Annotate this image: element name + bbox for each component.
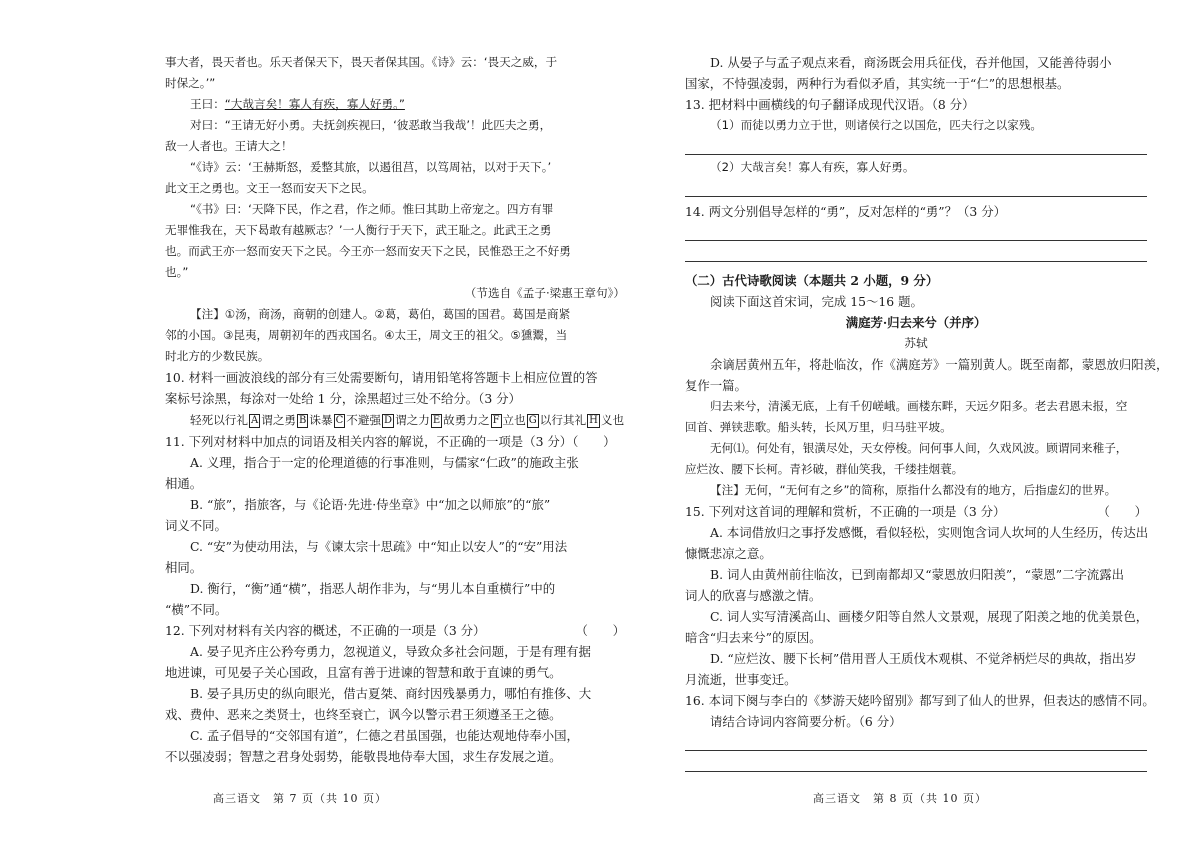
q10-text-segment: 以行其礼 [539, 413, 587, 427]
text-line: 10. 材料一画波浪线的部分有三处需要断句，请用铅笔将答题卡上相应位置的答 [165, 370, 598, 385]
text-line: 月流逝，世事变迁。 [685, 672, 797, 687]
break-option-box[interactable]: F [492, 415, 500, 426]
text-line [165, 94, 625, 115]
right-column [685, 52, 1169, 774]
text-line: （节选自《孟子·梁惠王章句》） [464, 286, 625, 300]
q15-stem-text: 15. 下列对这首词的理解和赏析，不正确的一项是（3 分） [685, 504, 1006, 519]
text-line: D. “应烂汝、腰下长柯”借用晋人王质伐木观棋、不觉斧柄烂尽的典故，指出岁 [710, 651, 1137, 666]
text-line: A. 晏子见齐庄公矜夸勇力，忽视道义，导致众多社会问题，于是有理有据 [190, 644, 591, 659]
q14-stem: 14. 两文分别倡导怎样的“勇”，反对怎样的“勇”？（3 分） [685, 204, 1007, 219]
answer-line[interactable] [685, 732, 1147, 751]
text-line: 案标号涂黑，每涂对一处给 1 分，涂黑超过三处不给分。（3 分） [165, 391, 521, 406]
q10-text-segment: 故勇力之 [443, 413, 490, 427]
q10-text-segment: 轻死以行礼 [190, 413, 248, 427]
q12-stem [165, 620, 625, 641]
text-line: 相通。 [165, 476, 203, 491]
text-line: 慷慨悲凉之意。 [685, 546, 772, 561]
text-line: 地进谏，可见晏子关心国政，且富有善于进谏的智慧和敢于直谏的勇气。 [165, 665, 562, 680]
left-column [165, 52, 625, 767]
text-line: A. 义理，指合于一定的伦理道德的行事准则，与儒家“仁政”的施政主张 [190, 455, 579, 470]
q10-text-segment: 诛暴 [309, 413, 333, 427]
break-option-box[interactable]: H [589, 415, 598, 426]
text-line: A. 本词借放归之事抒发感慨，看似轻松，实则饱含词人坎坷的人生经历，传达出 [710, 525, 1149, 540]
q10-text-segment: 义也 [600, 413, 625, 427]
text-line: B. 词人由黄州前往临汝，已到南都却又“蒙恩放归阳羡”，“蒙恩”二字流露出 [710, 567, 1125, 582]
text-line: 暗含“归去来兮”的原因。 [685, 630, 822, 645]
text-line: 词人的欣喜与感激之情。 [685, 588, 822, 603]
q13-part2: （2）大哉言矣！寡人有疾，寡人好勇。 [710, 160, 915, 174]
section2-intro: 阅读下面这首宋词，完成 15～16 题。 [710, 294, 923, 309]
text-line: 13. 把材料中画横线的句子翻译成现代汉语。（8 分） [685, 97, 975, 112]
poem-title: 满庭芳·归去来兮（并序） [845, 315, 987, 330]
q15-stem [685, 501, 1147, 522]
q10-sentence-options [165, 409, 625, 431]
answer-line[interactable] [685, 178, 1147, 197]
break-option-box[interactable]: B [299, 415, 307, 426]
text-line: 余谪居黄州五年，将赴临汝，作《满庭芳》一篇别黄人。既至南都，蒙恩放归阳羡， [710, 357, 1169, 372]
text-line: 不以强凌弱；智慧之君身处弱势，能敬畏地侍奉大国，求生存发展之道。 [165, 749, 562, 764]
text-line: B. “旅”，指旅客，与《论语·先进·侍坐章》中“加之以师旅”的“旅” [190, 497, 551, 512]
q10-text-segment: 谓之勇 [261, 413, 297, 427]
text-line: 归去来兮，清溪无底，上有千仞嵯峨。画楼东畔，天远夕阳多。老去君恩未报，空 [710, 399, 1128, 413]
answer-line[interactable] [685, 753, 1147, 772]
text-line: “《书》曰：‘天降下民，作之君，作之师。惟曰其助上帝宠之。四方有罪 [190, 202, 554, 216]
text-line: 应烂汝、腰下长柯。青衫破，群仙笑我，千缕挂烟蓑。 [685, 462, 964, 476]
exam-page-8 [600, 0, 1200, 848]
text-line: 时北方的少数民族。 [165, 349, 270, 363]
footer-page-8: 高三语文 第 8 页（共 10 页） [813, 792, 987, 805]
text-line: 也。” [165, 265, 189, 279]
text-line: （1）而徒以勇力立于世，则诸侯行之以国危，匹夫行之以家残。 [710, 118, 1043, 132]
text-line: C. “安”为使动用法，与《谏太宗十思疏》中“知止以安人”的“安”用法 [190, 539, 568, 554]
text-line: D. 衡行，“衡”通“横”，指恶人胡作非为，与“男儿本自重横行”中的 [190, 581, 556, 596]
section2-title: （二）古代诗歌阅读（本题共 2 小题，9 分） [685, 273, 939, 288]
text-line: C. 词人实写清溪高山、画楼夕阳等自然人文景观，展现了阳羡之地的优美景色， [710, 609, 1149, 624]
text-line: 回首、弹铗悲歌。船头转，长风万里，归马驻平坡。 [685, 420, 952, 434]
text-line: 无何⑴。何处有，银潢尽处，天女停梭。问何事人间，久戏风波。顾谓同来稚子， [710, 441, 1128, 455]
text-line: 敌一人者也。王请大之！ [165, 139, 293, 153]
break-option-box[interactable]: G [528, 415, 537, 426]
text-line: 时保之。’” [165, 76, 216, 90]
q15-answer-paren: （ ） [1097, 504, 1147, 519]
underlined-sentence: “大哉言矣！寡人有疾，寡人好勇。” [224, 97, 405, 111]
text-line: 事大者，畏天者也。乐天者保天下，畏天者保其国。《诗》云：‘畏天之威，于 [165, 55, 558, 69]
break-option-box[interactable]: E [432, 415, 441, 426]
break-option-box[interactable]: A [250, 415, 259, 426]
q10-text-segment: 谓之力 [395, 413, 430, 427]
text-line: D. 从晏子与孟子观点来看，商汤既会用兵征伐，吞并他国，又能善待弱小 [710, 55, 1112, 70]
text-line: 【注】①汤，商汤，商朝的创建人。②葛，葛伯，葛国的国君。葛国是商紧 [190, 307, 571, 321]
answer-line[interactable] [685, 136, 1147, 155]
q10-text-segment: 立也 [502, 413, 526, 427]
text-line: 国家，不恃强凌弱，两种行为看似矛盾，其实统一于“仁”的思想根基。 [685, 76, 1070, 91]
answer-line[interactable] [685, 243, 1147, 262]
text-line: C. 孟子倡导的“交邻国有道”，仁德之君虽国强，也能达观地侍奉小国， [190, 728, 579, 743]
footer-page-7: 高三语文 第 7 页（共 10 页） [213, 792, 387, 805]
q12-stem-text: 12. 下列对材料有关内容的概述，不正确的一项是（3 分） [165, 623, 486, 638]
text-line: “横”不同。 [165, 602, 228, 617]
text-line: 戏、费仲、恶来之类贤士，也终至衰亡，讽今以警示君王须遵圣王之德。 [165, 707, 562, 722]
text-line: 词义不同。 [165, 518, 227, 533]
text-line: 对曰：“王请无好小勇。夫抚剑疾视曰，‘彼恶敢当我哉’！此匹夫之勇， [190, 118, 552, 132]
text-line: 复作一篇。 [685, 378, 747, 393]
q10-text-segment: 不避强 [346, 413, 382, 427]
break-option-box[interactable]: D [384, 415, 393, 426]
answer-line[interactable] [685, 222, 1147, 241]
text-line: 16. 本词下阕与李白的《梦游天姥吟留别》都写到了仙人的世界，但表达的感情不同。 [685, 693, 1155, 708]
poem-author: 苏轼 [904, 336, 928, 350]
speaker-prefix: 王曰： [190, 97, 225, 111]
text-line: 此文王之勇也。文王一怒而安天下之民。 [165, 181, 374, 195]
q12-answer-paren: （ ） [575, 623, 625, 638]
text-line: 【注】无何，“无何有之乡”的简称，原指什么都没有的地方，后指虚幻的世界。 [710, 483, 1117, 497]
text-line: 也。而武王亦一怒而安天下之民。今王亦一怒而安天下之民，民惟恐王之不好勇 [165, 244, 571, 258]
break-option-box[interactable]: C [335, 415, 344, 426]
text-line: 邻的小国。③昆夷，周朝初年的西戎国名。④太王，周文王的祖父。⑤獯鬻，当 [165, 328, 568, 342]
text-line: 11. 下列对材料中加点的词语及相关内容的解说，不正确的一项是（3 分）（ ） [165, 434, 616, 449]
text-line: B. 晏子具历史的纵向眼光，借古夏桀、商纣因残暴勇力，哪怕有推侈、大 [190, 686, 592, 701]
text-line: 请结合诗词内容简要分析。（6 分） [710, 714, 902, 729]
text-line: 相同。 [165, 560, 203, 575]
text-line: 无罪惟我在，天下曷敢有越厥志？’一人衡行于天下，武王耻之。此武王之勇 [165, 223, 552, 237]
text-line: “《诗》云：‘王赫斯怒，爰整其旅，以遏徂莒，以笃周祜，以对于天下。’ [190, 160, 552, 174]
